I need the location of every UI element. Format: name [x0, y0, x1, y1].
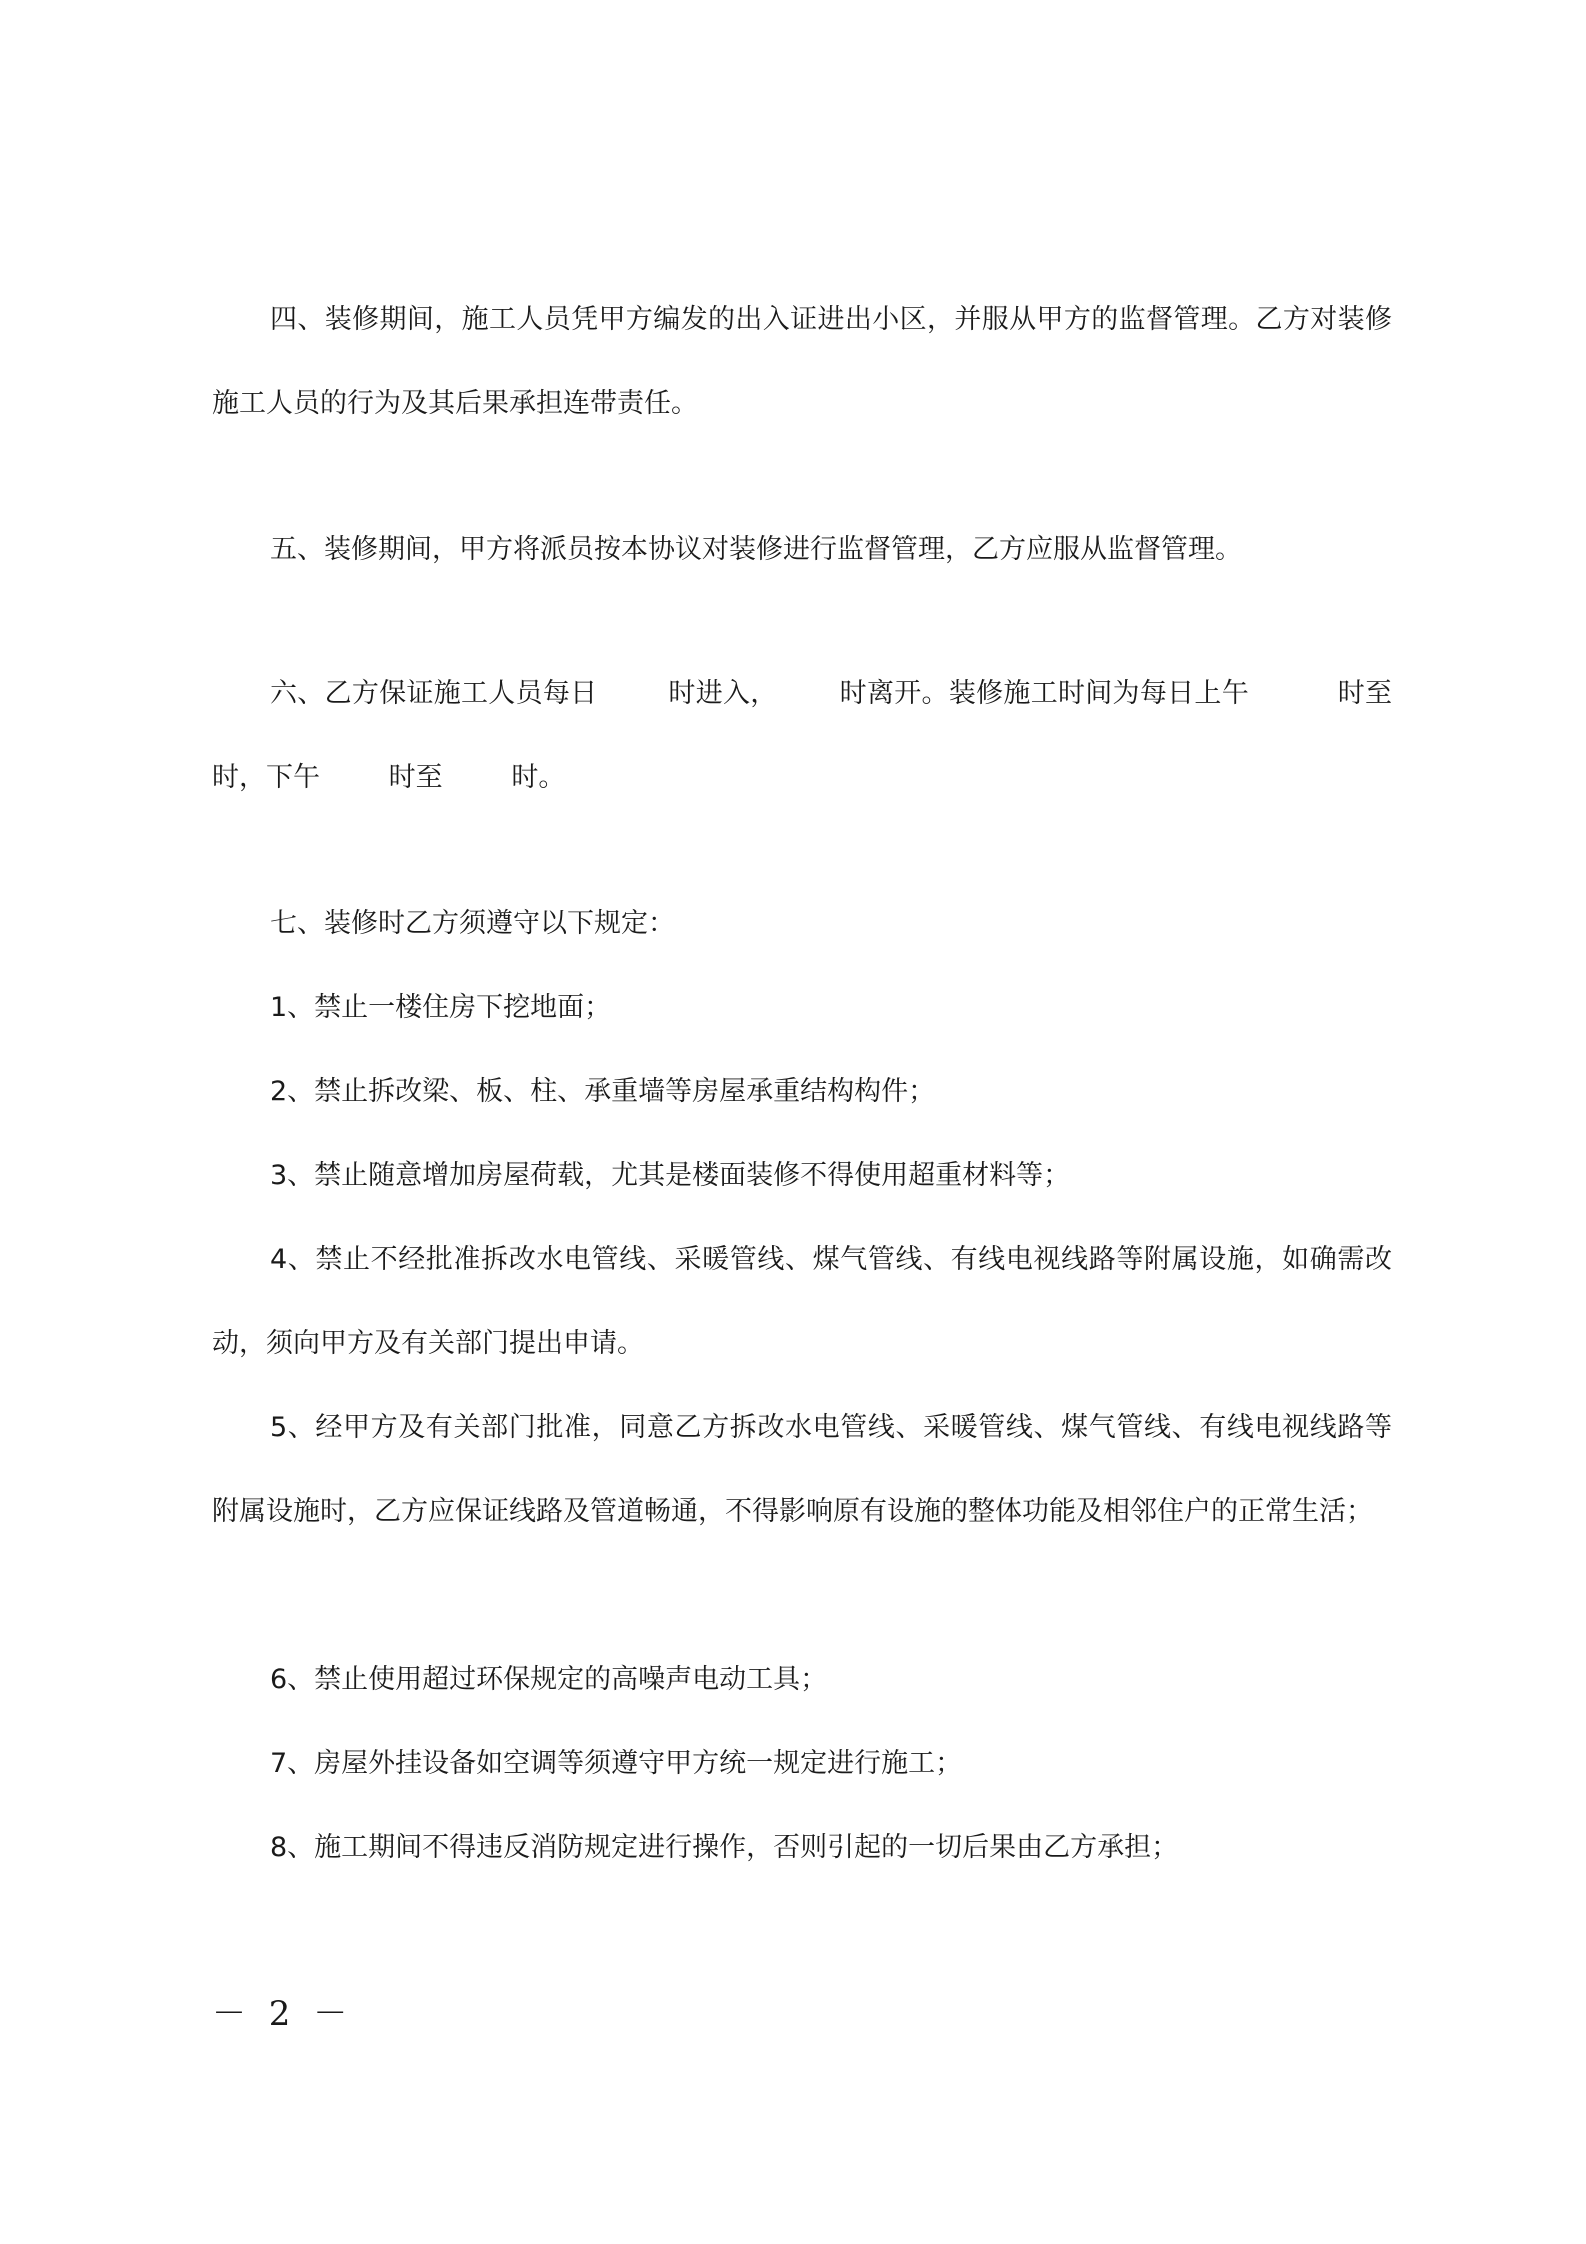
- clause-7-text: 七、装修时乙方须遵守以下规定：: [270, 908, 675, 939]
- rule-3: [212, 1134, 1392, 1218]
- clause-4: [212, 278, 1392, 446]
- clause-6: [212, 652, 1461, 820]
- clause-7: [212, 882, 1392, 966]
- rule-3-text: 3、禁止随意增加房屋荷载，尤其是楼面装修不得使用超重材料等；: [270, 1160, 1071, 1191]
- rule-7: [212, 1722, 1392, 1806]
- page-number: － 2 －: [212, 1994, 354, 2034]
- rule-5: [212, 1386, 1392, 1554]
- rule-1: [212, 966, 1392, 1050]
- rule-6: [212, 1638, 1392, 1722]
- clause-5: [212, 508, 1392, 592]
- rule-4-text: 4、禁止不经批准拆改水电管线、采暖管线、煤气管线、有线电视线路等附属设施，如确需改动，须向甲方及有关部门提出申请。: [212, 1244, 1392, 1359]
- rule-5-text: 5、经甲方及有关部门批准，同意乙方拆改水电管线、采暖管线、煤气管线、有线电视线路等附属设施时，乙方应保证线路及管道畅通，不得影响原有设施的整体功能及相邻住户的正常生活；: [212, 1412, 1392, 1527]
- rule-2: [212, 1050, 1392, 1134]
- rule-8-text: 8、施工期间不得违反消防规定进行操作，否则引起的一切后果由乙方承担；: [270, 1832, 1179, 1863]
- clause-4-text: 四、装修期间，施工人员凭甲方编发的出入证进出小区，并服从甲方的监督管理。乙方对装修施工人员的行为及其后果承担连带责任。: [212, 304, 1392, 419]
- rule-4: [212, 1218, 1392, 1386]
- clause-5-text: 五、装修期间，甲方将派员按本协议对装修进行监督管理，乙方应服从监督管理。: [270, 534, 1242, 565]
- clause-6-text: 六、乙方保证施工人员每日 时进入， 时离开。装修施工时间为每日上午 时至 时，下午 时至 时。: [212, 678, 1461, 793]
- rule-1-text: 1、禁止一楼住房下挖地面；: [270, 992, 612, 1023]
- rule-8: [212, 1806, 1392, 1890]
- rule-6-text: 6、禁止使用超过环保规定的高噪声电动工具；: [270, 1664, 828, 1695]
- rule-2-text: 2、禁止拆改梁、板、柱、承重墙等房屋承重结构构件；: [270, 1076, 936, 1107]
- rule-7-text: 7、房屋外挂设备如空调等须遵守甲方统一规定进行施工；: [270, 1748, 963, 1779]
